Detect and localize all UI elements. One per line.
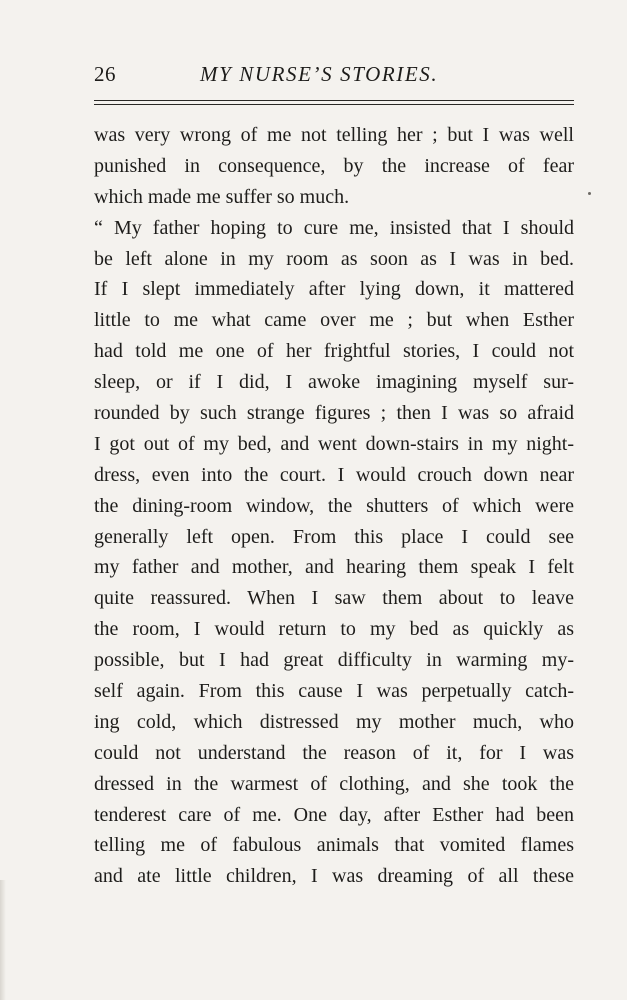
text-line: punished in consequence, by the increase of fear <box>94 154 574 177</box>
text-line: quite reassured. When I saw them about to leave <box>94 587 574 610</box>
text-line: be left alone in my room as soon as I was in bed. <box>94 247 574 270</box>
paper-speck <box>588 192 591 195</box>
text-line: generally left open. From this place I could see <box>94 525 574 548</box>
text-line: dressed in the warmest of clothing, and she took the <box>94 772 574 795</box>
text-line: “ My father hoping to cure me, insisted that I should <box>94 216 574 239</box>
text-line: rounded by such strange figures ; then I was so afraid <box>94 402 574 425</box>
text-line: tenderest care of me. One day, after Esther had been <box>94 803 574 826</box>
text-line: the dining-room window, the shutters of which were <box>94 494 574 517</box>
running-title: MY NURSE’S STORIES. <box>200 62 439 86</box>
text-line: little to me what came over me ; but when Esther <box>94 309 574 332</box>
text-line: self again. From this cause I was perpetually catch- <box>94 680 574 703</box>
header-rule-top <box>94 100 574 101</box>
page-number: 26 <box>94 62 116 86</box>
body-text <box>94 120 574 892</box>
text-line: sleep, or if I did, I awoke imagining myself sur- <box>94 371 574 394</box>
text-line: was very wrong of me not telling her ; but I was well <box>94 124 574 146</box>
text-line: I got out of my bed, and went down-stairs in my night- <box>94 432 574 455</box>
text-line: the room, I would return to my bed as quickly as <box>94 618 574 641</box>
text-line: and ate little children, I was dreaming of all these <box>94 865 574 888</box>
text-line: which made me suffer so much. <box>94 185 350 208</box>
text-line: If I slept immediately after lying down, it mattered <box>94 278 574 301</box>
page-header <box>94 60 574 100</box>
text-line: my father and mother, and hearing them speak I felt <box>94 556 574 579</box>
text-line: had told me one of her frightful stories, I could not <box>94 340 574 363</box>
header-rule-bottom <box>94 104 574 105</box>
text-line: could not understand the reason of it, for I was <box>94 741 574 764</box>
text-line: dress, even into the court. I would crouch down near <box>94 463 574 486</box>
text-line: telling me of fabulous animals that vomited flames <box>94 834 574 857</box>
text-line: ing cold, which distressed my mother much, who <box>94 710 574 733</box>
text-line: possible, but I had great difficulty in warming my- <box>94 649 574 672</box>
page-edge-shadow <box>0 880 6 1000</box>
